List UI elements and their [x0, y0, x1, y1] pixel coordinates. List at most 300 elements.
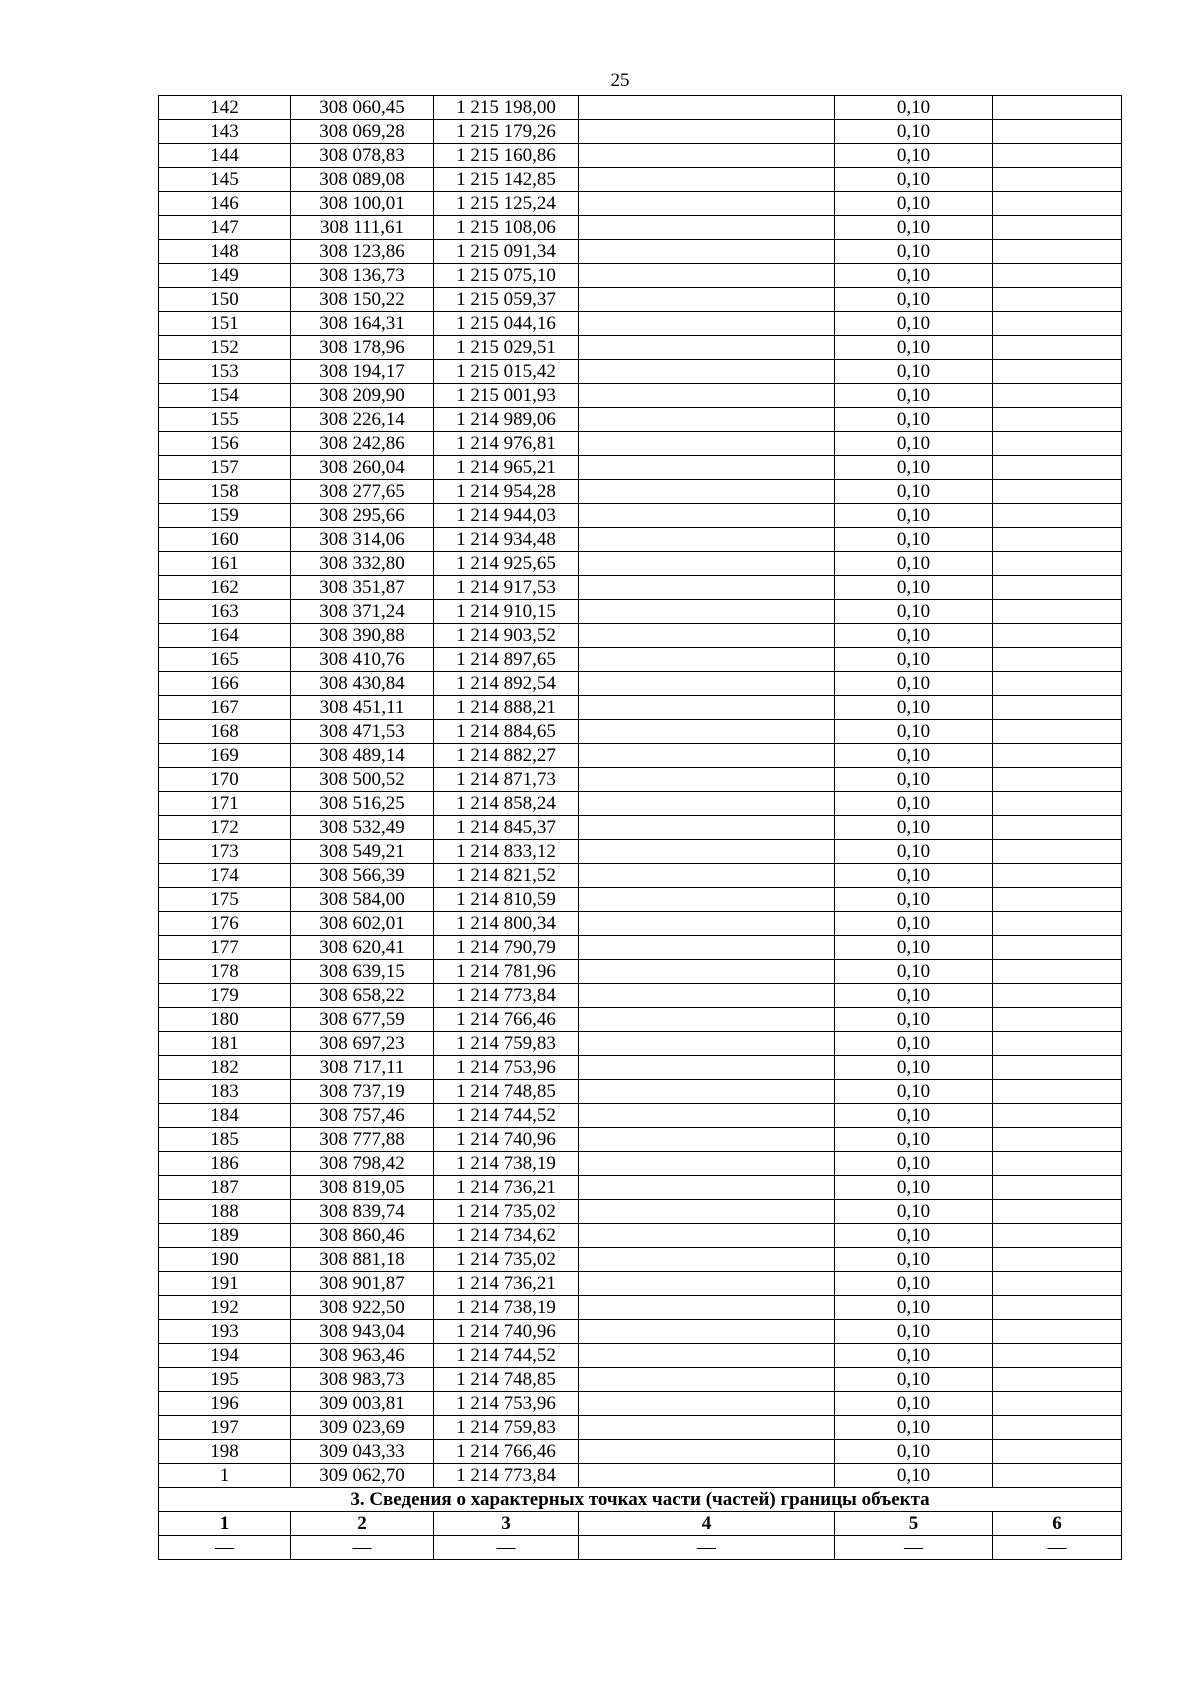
dash-cell: —	[159, 1536, 291, 1560]
empty-cell	[579, 480, 835, 504]
y-coordinate-cell: 1 215 029,51	[434, 336, 579, 360]
table-row	[159, 1368, 1122, 1392]
y-coordinate-cell: 1 215 001,93	[434, 384, 579, 408]
empty-cell	[579, 648, 835, 672]
empty-cell	[579, 144, 835, 168]
x-coordinate-cell: 308 860,46	[291, 1224, 434, 1248]
point-number-cell: 194	[159, 1344, 291, 1368]
table-row	[159, 1464, 1122, 1488]
accuracy-cell: 0,10	[835, 1248, 993, 1272]
accuracy-cell: 0,10	[835, 864, 993, 888]
accuracy-cell: 0,10	[835, 768, 993, 792]
point-number-cell: 142	[159, 96, 291, 120]
accuracy-cell: 0,10	[835, 720, 993, 744]
empty-cell	[579, 840, 835, 864]
empty-cell	[579, 384, 835, 408]
table-row	[159, 1344, 1122, 1368]
table-row	[159, 1008, 1122, 1032]
accuracy-cell: 0,10	[835, 288, 993, 312]
x-coordinate-cell: 308 943,04	[291, 1320, 434, 1344]
table-row	[159, 240, 1122, 264]
accuracy-cell: 0,10	[835, 1032, 993, 1056]
accuracy-cell: 0,10	[835, 1320, 993, 1344]
empty-cell	[993, 648, 1122, 672]
point-number-cell: 186	[159, 1152, 291, 1176]
y-coordinate-cell: 1 214 753,96	[434, 1056, 579, 1080]
empty-cell	[579, 912, 835, 936]
x-coordinate-cell: 308 901,87	[291, 1272, 434, 1296]
x-coordinate-cell: 308 839,74	[291, 1200, 434, 1224]
x-coordinate-cell: 308 136,73	[291, 264, 434, 288]
accuracy-cell: 0,10	[835, 648, 993, 672]
x-coordinate-cell: 308 164,31	[291, 312, 434, 336]
point-number-cell: 153	[159, 360, 291, 384]
x-coordinate-cell: 308 351,87	[291, 576, 434, 600]
accuracy-cell: 0,10	[835, 384, 993, 408]
y-coordinate-cell: 1 215 125,24	[434, 192, 579, 216]
empty-cell	[993, 864, 1122, 888]
x-coordinate-cell: 308 242,86	[291, 432, 434, 456]
point-number-cell: 179	[159, 984, 291, 1008]
accuracy-cell: 0,10	[835, 1176, 993, 1200]
x-coordinate-cell: 308 277,65	[291, 480, 434, 504]
x-coordinate-cell: 308 798,42	[291, 1152, 434, 1176]
point-number-cell: 159	[159, 504, 291, 528]
empty-cell	[579, 672, 835, 696]
y-coordinate-cell: 1 214 744,52	[434, 1104, 579, 1128]
y-coordinate-cell: 1 214 790,79	[434, 936, 579, 960]
y-coordinate-cell: 1 214 833,12	[434, 840, 579, 864]
table-row	[159, 1392, 1122, 1416]
table-row	[159, 960, 1122, 984]
accuracy-cell: 0,10	[835, 792, 993, 816]
empty-cell	[993, 504, 1122, 528]
accuracy-cell: 0,10	[835, 840, 993, 864]
table-row	[159, 552, 1122, 576]
empty-cell	[993, 600, 1122, 624]
empty-cell	[579, 1320, 835, 1344]
x-coordinate-cell: 308 697,23	[291, 1032, 434, 1056]
point-number-cell: 148	[159, 240, 291, 264]
point-number-cell: 146	[159, 192, 291, 216]
table-row	[159, 312, 1122, 336]
accuracy-cell: 0,10	[835, 1272, 993, 1296]
y-coordinate-cell: 1 215 179,26	[434, 120, 579, 144]
accuracy-cell: 0,10	[835, 672, 993, 696]
table-row	[159, 408, 1122, 432]
table-row	[159, 168, 1122, 192]
accuracy-cell: 0,10	[835, 744, 993, 768]
accuracy-cell: 0,10	[835, 888, 993, 912]
x-coordinate-cell: 308 677,59	[291, 1008, 434, 1032]
x-coordinate-cell: 308 060,45	[291, 96, 434, 120]
point-number-cell: 197	[159, 1416, 291, 1440]
accuracy-cell: 0,10	[835, 1416, 993, 1440]
table-row	[159, 144, 1122, 168]
y-coordinate-cell: 1 214 736,21	[434, 1176, 579, 1200]
section-3	[159, 1488, 1122, 1560]
point-number-cell: 144	[159, 144, 291, 168]
dash-cell: —	[993, 1536, 1122, 1560]
point-number-cell: 173	[159, 840, 291, 864]
x-coordinate-cell: 308 549,21	[291, 840, 434, 864]
x-coordinate-cell: 308 430,84	[291, 672, 434, 696]
x-coordinate-cell: 309 062,70	[291, 1464, 434, 1488]
table-row	[159, 1272, 1122, 1296]
x-coordinate-cell: 308 178,96	[291, 336, 434, 360]
y-coordinate-cell: 1 214 735,02	[434, 1200, 579, 1224]
y-coordinate-cell: 1 214 910,15	[434, 600, 579, 624]
empty-cell	[993, 1080, 1122, 1104]
point-number-cell: 161	[159, 552, 291, 576]
column-header-3: 3	[434, 1512, 579, 1536]
empty-cell	[993, 480, 1122, 504]
column-header-5: 5	[835, 1512, 993, 1536]
table-row	[159, 480, 1122, 504]
empty-cell	[579, 264, 835, 288]
table-row	[159, 888, 1122, 912]
empty-cell	[579, 216, 835, 240]
x-coordinate-cell: 308 123,86	[291, 240, 434, 264]
point-number-cell: 185	[159, 1128, 291, 1152]
y-coordinate-cell: 1 214 735,02	[434, 1248, 579, 1272]
empty-cell	[579, 168, 835, 192]
empty-cell	[579, 1416, 835, 1440]
table-row	[159, 432, 1122, 456]
x-coordinate-cell: 308 150,22	[291, 288, 434, 312]
y-coordinate-cell: 1 215 059,37	[434, 288, 579, 312]
empty-cell	[993, 984, 1122, 1008]
dash-cell: —	[835, 1536, 993, 1560]
table-row	[159, 936, 1122, 960]
table-row	[159, 288, 1122, 312]
accuracy-cell: 0,10	[835, 576, 993, 600]
empty-cell	[579, 1056, 835, 1080]
x-coordinate-cell: 308 584,00	[291, 888, 434, 912]
point-number-cell: 176	[159, 912, 291, 936]
x-coordinate-cell: 308 100,01	[291, 192, 434, 216]
y-coordinate-cell: 1 214 882,27	[434, 744, 579, 768]
empty-cell	[579, 1368, 835, 1392]
table-row	[159, 360, 1122, 384]
y-coordinate-cell: 1 214 871,73	[434, 768, 579, 792]
empty-cell	[579, 936, 835, 960]
y-coordinate-cell: 1 214 944,03	[434, 504, 579, 528]
table-row	[159, 576, 1122, 600]
accuracy-cell: 0,10	[835, 1392, 993, 1416]
y-coordinate-cell: 1 215 198,00	[434, 96, 579, 120]
empty-cell	[993, 1200, 1122, 1224]
x-coordinate-cell: 308 658,22	[291, 984, 434, 1008]
x-coordinate-cell: 308 639,15	[291, 960, 434, 984]
dash-cell: —	[579, 1536, 835, 1560]
accuracy-cell: 0,10	[835, 696, 993, 720]
accuracy-cell: 0,10	[835, 1104, 993, 1128]
empty-cell	[993, 1224, 1122, 1248]
y-coordinate-cell: 1 214 858,24	[434, 792, 579, 816]
x-coordinate-cell: 308 371,24	[291, 600, 434, 624]
table-row	[159, 1152, 1122, 1176]
empty-cell	[993, 1416, 1122, 1440]
empty-cell	[579, 552, 835, 576]
empty-cell	[993, 1272, 1122, 1296]
empty-cell	[579, 528, 835, 552]
y-coordinate-cell: 1 214 954,28	[434, 480, 579, 504]
empty-cell	[993, 168, 1122, 192]
point-number-cell: 196	[159, 1392, 291, 1416]
x-coordinate-cell: 308 260,04	[291, 456, 434, 480]
point-number-cell: 184	[159, 1104, 291, 1128]
table-row	[159, 600, 1122, 624]
accuracy-cell: 0,10	[835, 912, 993, 936]
x-coordinate-cell: 308 410,76	[291, 648, 434, 672]
x-coordinate-cell: 308 717,11	[291, 1056, 434, 1080]
empty-cell	[993, 840, 1122, 864]
empty-cell	[993, 1344, 1122, 1368]
empty-cell	[579, 120, 835, 144]
accuracy-cell: 0,10	[835, 408, 993, 432]
table-row	[159, 504, 1122, 528]
y-coordinate-cell: 1 215 044,16	[434, 312, 579, 336]
x-coordinate-cell: 309 043,33	[291, 1440, 434, 1464]
x-coordinate-cell: 308 532,49	[291, 816, 434, 840]
table-row	[159, 696, 1122, 720]
y-coordinate-cell: 1 215 108,06	[434, 216, 579, 240]
empty-cell	[579, 1248, 835, 1272]
empty-cell	[993, 720, 1122, 744]
point-number-cell: 180	[159, 1008, 291, 1032]
x-coordinate-cell: 308 489,14	[291, 744, 434, 768]
table-row	[159, 768, 1122, 792]
empty-cell	[579, 192, 835, 216]
empty-cell	[993, 1392, 1122, 1416]
y-coordinate-cell: 1 215 075,10	[434, 264, 579, 288]
point-number-cell: 162	[159, 576, 291, 600]
point-number-cell: 154	[159, 384, 291, 408]
accuracy-cell: 0,10	[835, 360, 993, 384]
y-coordinate-cell: 1 214 744,52	[434, 1344, 579, 1368]
accuracy-cell: 0,10	[835, 480, 993, 504]
accuracy-cell: 0,10	[835, 168, 993, 192]
y-coordinate-cell: 1 214 759,83	[434, 1416, 579, 1440]
column-header-1: 1	[159, 1512, 291, 1536]
empty-cell	[579, 1344, 835, 1368]
x-coordinate-cell: 308 602,01	[291, 912, 434, 936]
point-number-cell: 181	[159, 1032, 291, 1056]
empty-cell	[579, 624, 835, 648]
empty-cell	[579, 1080, 835, 1104]
point-number-cell: 169	[159, 744, 291, 768]
y-coordinate-cell: 1 215 015,42	[434, 360, 579, 384]
table-row	[159, 216, 1122, 240]
table-row	[159, 1056, 1122, 1080]
y-coordinate-cell: 1 214 773,84	[434, 984, 579, 1008]
point-number-cell: 158	[159, 480, 291, 504]
empty-cell	[579, 1440, 835, 1464]
x-coordinate-cell: 308 078,83	[291, 144, 434, 168]
point-number-cell: 190	[159, 1248, 291, 1272]
x-coordinate-cell: 308 226,14	[291, 408, 434, 432]
accuracy-cell: 0,10	[835, 144, 993, 168]
empty-cell	[579, 744, 835, 768]
y-coordinate-cell: 1 214 845,37	[434, 816, 579, 840]
empty-cell	[993, 816, 1122, 840]
empty-cell	[579, 1032, 835, 1056]
empty-cell	[993, 384, 1122, 408]
accuracy-cell: 0,10	[835, 960, 993, 984]
empty-cell	[993, 576, 1122, 600]
table-row	[159, 672, 1122, 696]
empty-cell	[993, 1440, 1122, 1464]
empty-cell	[993, 1176, 1122, 1200]
section-3-value-row	[159, 1536, 1122, 1560]
section-3-header-row	[159, 1512, 1122, 1536]
empty-cell	[579, 864, 835, 888]
empty-cell	[993, 1248, 1122, 1272]
point-number-cell: 188	[159, 1200, 291, 1224]
empty-cell	[579, 1272, 835, 1296]
empty-cell	[579, 432, 835, 456]
y-coordinate-cell: 1 214 925,65	[434, 552, 579, 576]
table-row	[159, 1176, 1122, 1200]
empty-cell	[993, 888, 1122, 912]
dash-cell: —	[291, 1536, 434, 1560]
empty-cell	[579, 504, 835, 528]
accuracy-cell: 0,10	[835, 456, 993, 480]
x-coordinate-cell: 309 003,81	[291, 1392, 434, 1416]
y-coordinate-cell: 1 214 800,34	[434, 912, 579, 936]
empty-cell	[579, 360, 835, 384]
y-coordinate-cell: 1 214 897,65	[434, 648, 579, 672]
x-coordinate-cell: 308 390,88	[291, 624, 434, 648]
table-row	[159, 744, 1122, 768]
x-coordinate-cell: 308 089,08	[291, 168, 434, 192]
empty-cell	[579, 1128, 835, 1152]
point-number-cell: 156	[159, 432, 291, 456]
accuracy-cell: 0,10	[835, 528, 993, 552]
point-number-cell: 198	[159, 1440, 291, 1464]
table-row	[159, 456, 1122, 480]
empty-cell	[579, 696, 835, 720]
x-coordinate-cell: 308 194,17	[291, 360, 434, 384]
empty-cell	[993, 144, 1122, 168]
point-number-cell: 157	[159, 456, 291, 480]
empty-cell	[579, 1200, 835, 1224]
table-row	[159, 264, 1122, 288]
point-number-cell: 166	[159, 672, 291, 696]
empty-cell	[993, 96, 1122, 120]
y-coordinate-cell: 1 214 740,96	[434, 1128, 579, 1152]
empty-cell	[993, 624, 1122, 648]
x-coordinate-cell: 308 983,73	[291, 1368, 434, 1392]
point-number-cell: 143	[159, 120, 291, 144]
empty-cell	[993, 1032, 1122, 1056]
point-number-cell: 192	[159, 1296, 291, 1320]
y-coordinate-cell: 1 214 903,52	[434, 624, 579, 648]
table-row	[159, 1104, 1122, 1128]
y-coordinate-cell: 1 214 766,46	[434, 1440, 579, 1464]
accuracy-cell: 0,10	[835, 1152, 993, 1176]
empty-cell	[993, 960, 1122, 984]
accuracy-cell: 0,10	[835, 624, 993, 648]
coordinates-table	[158, 95, 1122, 1560]
table-row	[159, 1296, 1122, 1320]
y-coordinate-cell: 1 214 748,85	[434, 1368, 579, 1392]
table-row	[159, 384, 1122, 408]
y-coordinate-cell: 1 214 965,21	[434, 456, 579, 480]
accuracy-cell: 0,10	[835, 1440, 993, 1464]
empty-cell	[993, 912, 1122, 936]
y-coordinate-cell: 1 214 740,96	[434, 1320, 579, 1344]
empty-cell	[579, 984, 835, 1008]
empty-cell	[579, 720, 835, 744]
x-coordinate-cell: 308 516,25	[291, 792, 434, 816]
empty-cell	[993, 240, 1122, 264]
empty-cell	[579, 1224, 835, 1248]
empty-cell	[993, 696, 1122, 720]
point-number-cell: 1	[159, 1464, 291, 1488]
table-row	[159, 1200, 1122, 1224]
point-number-cell: 189	[159, 1224, 291, 1248]
empty-cell	[993, 1008, 1122, 1032]
table-row	[159, 528, 1122, 552]
empty-cell	[579, 1152, 835, 1176]
x-coordinate-cell: 308 737,19	[291, 1080, 434, 1104]
y-coordinate-cell: 1 214 738,19	[434, 1152, 579, 1176]
y-coordinate-cell: 1 214 976,81	[434, 432, 579, 456]
table-row	[159, 1224, 1122, 1248]
point-number-cell: 149	[159, 264, 291, 288]
dash-cell: —	[434, 1536, 579, 1560]
point-number-cell: 172	[159, 816, 291, 840]
x-coordinate-cell: 308 566,39	[291, 864, 434, 888]
point-number-cell: 163	[159, 600, 291, 624]
table-row	[159, 840, 1122, 864]
empty-cell	[993, 360, 1122, 384]
empty-cell	[579, 336, 835, 360]
accuracy-cell: 0,10	[835, 312, 993, 336]
point-number-cell: 178	[159, 960, 291, 984]
empty-cell	[993, 192, 1122, 216]
y-coordinate-cell: 1 215 160,86	[434, 144, 579, 168]
y-coordinate-cell: 1 214 736,21	[434, 1272, 579, 1296]
point-number-cell: 193	[159, 1320, 291, 1344]
empty-cell	[993, 1320, 1122, 1344]
y-coordinate-cell: 1 214 773,84	[434, 1464, 579, 1488]
y-coordinate-cell: 1 214 810,59	[434, 888, 579, 912]
point-number-cell: 155	[159, 408, 291, 432]
empty-cell	[579, 456, 835, 480]
y-coordinate-cell: 1 214 734,62	[434, 1224, 579, 1248]
table-row	[159, 912, 1122, 936]
accuracy-cell: 0,10	[835, 336, 993, 360]
empty-cell	[579, 600, 835, 624]
table-row	[159, 1080, 1122, 1104]
empty-cell	[993, 792, 1122, 816]
empty-cell	[579, 1008, 835, 1032]
point-number-cell: 167	[159, 696, 291, 720]
point-number-cell: 170	[159, 768, 291, 792]
empty-cell	[579, 1392, 835, 1416]
x-coordinate-cell: 308 500,52	[291, 768, 434, 792]
point-number-cell: 171	[159, 792, 291, 816]
empty-cell	[993, 936, 1122, 960]
x-coordinate-cell: 308 451,11	[291, 696, 434, 720]
empty-cell	[579, 792, 835, 816]
y-coordinate-cell: 1 214 766,46	[434, 1008, 579, 1032]
table-row	[159, 648, 1122, 672]
coordinates-table-body	[159, 96, 1122, 1488]
